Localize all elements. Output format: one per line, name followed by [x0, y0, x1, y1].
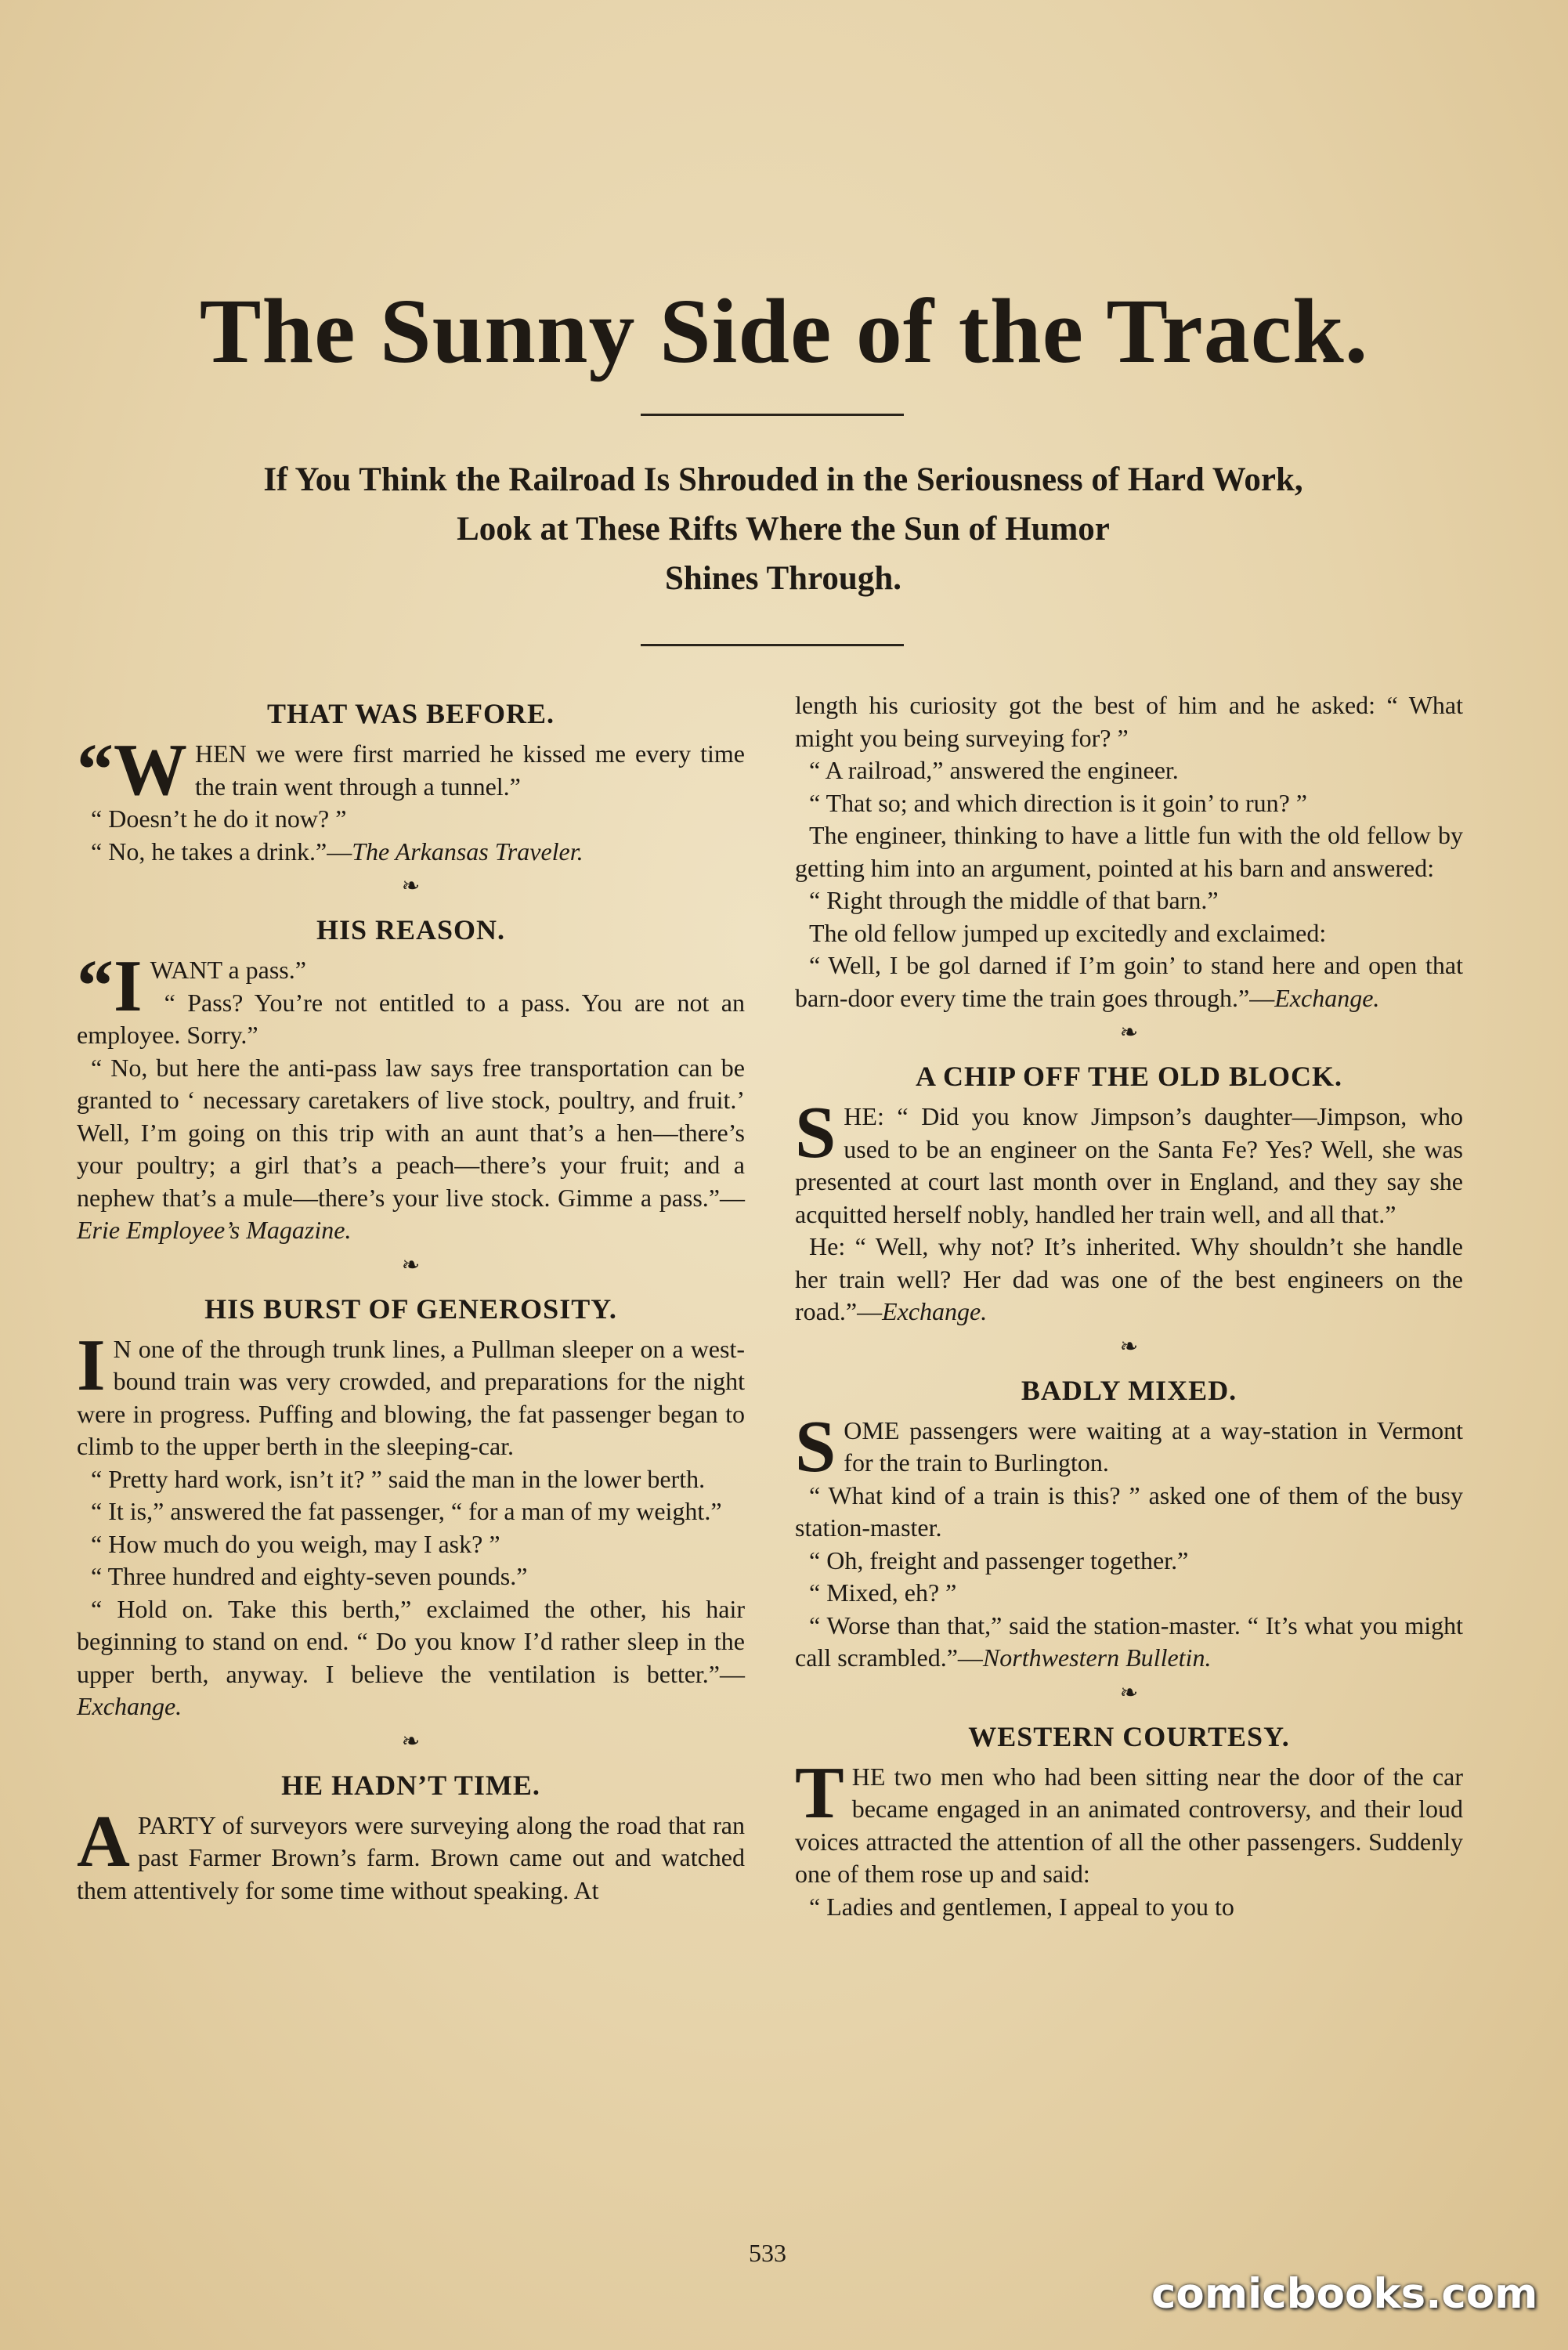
source-credit: Exchange. [77, 1692, 182, 1720]
source-credit: Erie Employee’s Magazine. [77, 1216, 352, 1244]
title-rule [641, 414, 904, 416]
page-number: 533 [749, 2239, 786, 2267]
subtitle-line-3: Shines Through. [665, 560, 901, 597]
paragraph: The engineer, thinking to have a little fun with the old fellow by getting him into an argument, pointed at his barn and answered: [795, 821, 1463, 882]
section-ornament: ❧ [1119, 1334, 1139, 1359]
paragraph: APARTY of surveyors were surveying along the road that ran past Farmer Brown’s farm. Brown came out and watched them attentively for some time without speaking. At [77, 1800, 745, 1904]
section-heading: HE HADN’T TIME. [281, 1769, 540, 1801]
paragraph: “ Pass? You’re not entitled to a pass. You are not an employee. Sorry.” [77, 988, 745, 1049]
section-heading: BADLY MIXED. [1021, 1374, 1237, 1406]
paragraph: “ It is,” answered the fat passenger, “ for a man of my weight.” [91, 1497, 722, 1525]
paragraph: “ Oh, freight and passenger together.” [809, 1546, 1189, 1574]
paragraph: “ A railroad,” answered the engineer. [809, 756, 1179, 784]
paragraph: “ Pretty hard work, isn’t it? ” said the man in the lower berth. [91, 1464, 706, 1493]
paragraph: The old fellow jumped up excitedly and exclaimed: [809, 918, 1327, 947]
paragraph-text: “ Worse than that,” said the station-master. “ It’s what you might call scrambled.”— [795, 1611, 1463, 1672]
paragraph: “ Right through the middle of that barn.” [809, 886, 1219, 914]
subtitle-rule [641, 644, 904, 646]
paragraph: “ Ladies and gentlemen, I appeal to you to [809, 1892, 1234, 1921]
source-credit: The Arkansas Traveler. [352, 837, 583, 866]
subtitle-line-2: Look at These Rifts Where the Sun of Humor [457, 511, 1110, 548]
source-credit: Exchange. [882, 1297, 988, 1325]
paragraph: “ Doesn’t he do it now? ” [91, 804, 347, 833]
source-credit: Northwestern Bulletin. [982, 1643, 1212, 1672]
paragraph: “ What kind of a train is this? ” asked one of them of the busy station-master. [795, 1480, 1463, 1542]
paragraph-text: “ No, but here the anti-pass law says free transportation can be granted to ‘ necessary caretakers of live stock, poultry, and fruit.’ Well, I’m going on this trip with an aunt that’s a hen—there’s your poultry; a girl that’s a peach—there’s your fruit; and a nephew that’s a mule—there’s your live stock. Gimme a pass.”— [77, 1053, 745, 1212]
paragraph: “IWANT a pass.” [77, 945, 306, 1027]
paragraph-text: He: “ Well, why not? It’s inherited. Why shouldn’t she handle her train well? Her dad was one of the best engineers on the road.”— [795, 1232, 1463, 1325]
paragraph: “WHEN we were first married he kissed me every time the train went through a tunnel.” [77, 729, 745, 811]
section-heading: WESTERN COURTESY. [968, 1720, 1290, 1752]
section-heading: HIS BURST OF GENEROSITY. [204, 1292, 617, 1325]
paragraph: IN one of the through trunk lines, a Pullman sleeper on a west-bound train was very crowded, and preparations for the night were in progress. Puffing and blowing, the fat passenger began to climb to the upper berth in the sleeping-car. [77, 1324, 745, 1460]
section-heading: THAT WAS BEFORE. [266, 698, 555, 729]
paragraph: “ That so; and which direction is it goin’ to run? ” [809, 788, 1307, 817]
paragraph [77, 836, 745, 869]
section-ornament: ❧ [401, 1253, 421, 1278]
subtitle-line-1: If You Think the Railroad Is Shrouded in the Seriousness of Hard Work, [263, 461, 1303, 498]
paragraph: “ Mixed, eh? ” [809, 1578, 957, 1607]
paragraph: SOME passengers were waiting at a way-station in Vermont for the train to Burlington. [795, 1405, 1463, 1488]
section-ornament: ❧ [401, 1729, 421, 1754]
paragraph: THE two men who had been sitting near the door of the car became engaged in an animated controversy, and their loud voices attracted the attention of all the other passengers. Suddenly one of them rose up and said: [795, 1752, 1463, 1888]
paragraph [795, 1610, 1463, 1675]
paragraph-continued: length his curiosity got the best of him and he asked: “ What might you being surveying for? ” [795, 691, 1463, 752]
section-ornament: ❧ [1119, 1021, 1139, 1045]
section-heading: HIS REASON. [316, 914, 506, 945]
section-heading: A CHIP OFF THE OLD BLOCK. [915, 1061, 1343, 1092]
paragraph-text: “ No, he takes a drink.”— [91, 837, 352, 866]
left-column [77, 689, 745, 1907]
paragraph [77, 1052, 745, 1247]
paragraph [77, 1593, 745, 1723]
paragraph: “ How much do you weigh, may I ask? ” [91, 1529, 500, 1558]
paragraph [795, 1231, 1463, 1329]
paragraph: “ Three hundred and eighty-seven pounds.” [91, 1562, 528, 1590]
source-credit: Exchange. [1274, 983, 1380, 1012]
page-title: The Sunny Side of the Track. [199, 280, 1369, 382]
paragraph [795, 949, 1463, 1014]
watermark-logo: comicbooks.com [1151, 2270, 1538, 2318]
right-column [795, 689, 1463, 1923]
paragraph-text: “ Hold on. Take this berth,” exclaimed the other, his hair beginning to stand on end. “ Do you know I’d rather sleep in the upper berth, anyway. I believe the ventilation is better.”— [77, 1594, 745, 1688]
section-ornament: ❧ [1119, 1680, 1139, 1705]
paragraph: SHE: “ Did you know Jimpson’s daughter—Jimpson, who used to be an engineer on the Santa Fe? Yes? Well, she was presented at court last month over in England, and they say she acquitted herself nobly, handled her train well, and all that.” [795, 1092, 1463, 1228]
section-ornament: ❧ [401, 874, 421, 898]
paragraph-text: “ Well, I be gol darned if I’m goin’ to stand here and open that barn-door every time the train goes through.”— [795, 951, 1463, 1012]
